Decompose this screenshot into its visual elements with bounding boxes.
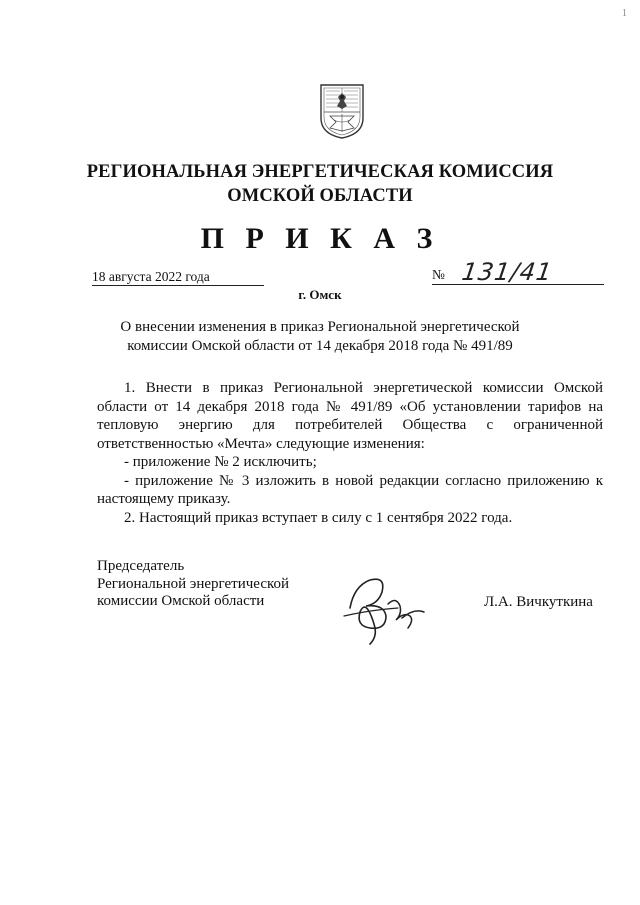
page-mark: 1 [622, 8, 627, 19]
document-type-title: П Р И К А З [200, 222, 440, 255]
signatory-title-line2: Региональной энергетической [97, 575, 290, 592]
document-subject [110, 318, 530, 356]
coat-of-arms-emblem [318, 82, 366, 140]
body-subitem-2: - приложение № 3 изложить в новой редакции согласно приложению к настоящему приказу. [97, 472, 603, 507]
signatory-name: Л.А. Вичкуткина [484, 594, 593, 610]
body-subitem-1: - приложение № 2 исключить; [124, 454, 317, 470]
signatory-title-line1: Председатель [97, 558, 185, 574]
body-item-1: 1. Внести в приказ Региональной энергетической комиссии Омской области от 14 декабря 2018 года № 491/89 «Об установлении тарифов на тепловую энергию для потребителей Общества с ограниченной ответственностью «Мечта» следующие изменения: [97, 380, 603, 452]
signatory-title [97, 558, 289, 611]
signatory-title-line3: комиссии Омской области [97, 593, 265, 609]
number-sign: № [432, 267, 445, 282]
body-item-2: 2. Настоящий приказ вступает в силу с 1 сентября 2022 года. [124, 509, 513, 526]
organization-name-line2: ОМСКОЙ ОБЛАСТИ [227, 186, 413, 206]
subject-line1: О внесении изменения в приказ Региональной энергетической [120, 319, 520, 335]
document-number-field [432, 258, 604, 285]
document-number: 131/41 [460, 258, 555, 286]
subject-line2: комиссии Омской области от 14 декабря 2018 года № 491/89 [127, 338, 513, 354]
document-body [97, 379, 603, 527]
handwritten-signature [340, 568, 440, 648]
city: г. Омск [298, 287, 342, 302]
document-date: 18 августа 2022 года [92, 268, 264, 286]
organization-name-line1: РЕГИОНАЛЬНАЯ ЭНЕРГЕТИЧЕСКАЯ КОМИССИЯ [86, 162, 554, 182]
